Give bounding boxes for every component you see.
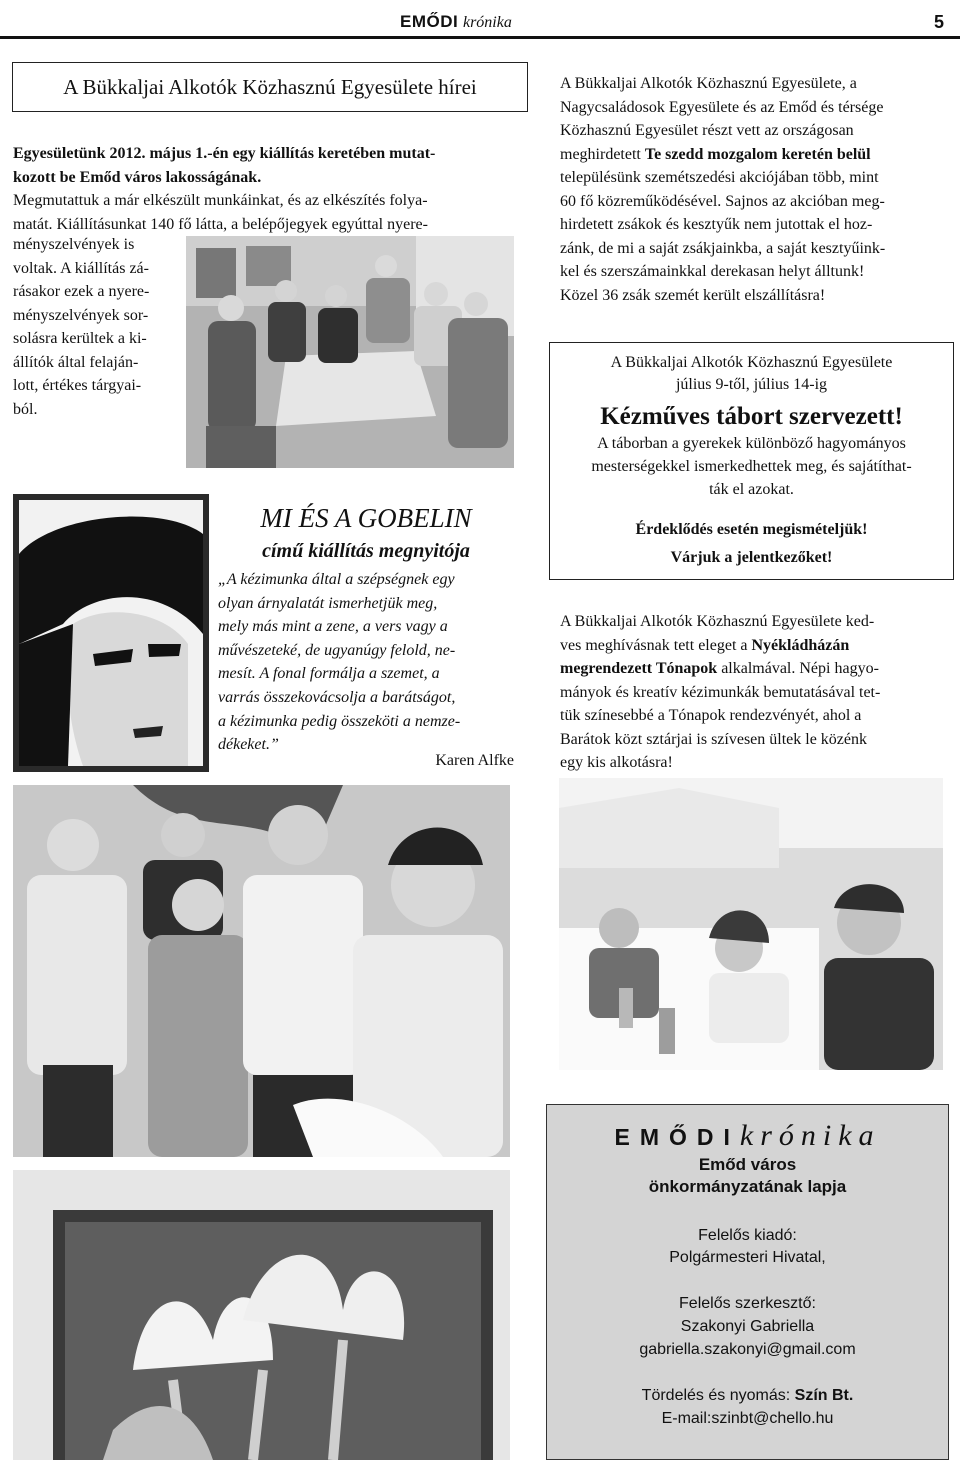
news-title-box — [12, 62, 528, 112]
print-label: Tördelés és nyomás: — [641, 1387, 791, 1404]
masthead-box — [546, 1104, 949, 1460]
tonapok-line: tük színesebbé a Tónapok rendezvényét, ahol a — [560, 707, 862, 724]
cleanup-line: településünk szemétszedési akciójában több, mint — [560, 169, 879, 186]
camp-photo — [559, 778, 943, 1070]
tonapok-line — [560, 634, 948, 658]
camp-box — [549, 342, 954, 580]
cleanup-line: kel és szerszámainkkal derekasan helyt álltunk! — [560, 263, 865, 280]
running-title — [400, 12, 512, 32]
camp-headline: Kézműves tábort szervezett! — [600, 403, 903, 430]
tonapok-text: alkalmával. Népi hagyo- — [721, 660, 879, 677]
quote-line: mesít. A fonal formálja a szemet, a — [218, 665, 440, 683]
gobelin-quote — [218, 568, 516, 757]
masthead-logo-sub: krónika — [739, 1119, 881, 1152]
camp-body — [550, 432, 953, 501]
print-email: E-mail:szinbt@chello.hu — [661, 1410, 834, 1427]
camp-body-line: ták el azokat. — [709, 481, 794, 498]
news-lead-line: Megmutattuk a már elkészült munkáinkat, és az elkészítés folya- — [13, 192, 428, 209]
camp-body-line: mesterségekkel ismerkedhettek meg, és sajátíthat- — [591, 458, 912, 475]
running-brand-suffix: krónika — [462, 14, 512, 31]
cleanup-line: zánk, de mi a saját zsákjainkba, a saját kesztyűink- — [560, 239, 886, 257]
print-line — [547, 1387, 948, 1405]
tonapok-text: ves meghívásnak tett eleget a — [560, 636, 748, 654]
quote-line: a kézimunka pedig összeköti a nemze- — [218, 712, 461, 730]
news-lead — [13, 142, 529, 236]
quote-line: „A kézimunka által a szépségnek egy — [218, 571, 455, 588]
quote-line: varrás összekovácsolja a barátságot, — [218, 688, 456, 706]
masthead-logo-main: EMŐDI — [614, 1124, 740, 1150]
cleanup-line-part: meghirdetett — [560, 145, 641, 163]
quote-line: olyan árnyalatát ismerhetjük meg, — [218, 594, 438, 612]
news-cont-line: ból. — [13, 400, 38, 418]
running-header — [0, 0, 960, 40]
gobelin-author: Karen Alfke — [435, 752, 514, 769]
tonapok-line: Barátok közt sztárjai is szívesen ültek le közénk — [560, 730, 868, 748]
news-cont-line: lott, értékes tárgyai- — [13, 377, 142, 394]
cleanup-line: Nagycsaládosok Egyesülete és az Emőd és térsége — [560, 98, 884, 116]
tulip-gobelin-photo — [13, 1170, 510, 1460]
camp-dates: július 9-től, július 14-ig — [675, 376, 828, 393]
gobelin-title: MI ÉS A GOBELIN — [260, 503, 472, 533]
camp-cta-2: Várjuk a jelentkezőket! — [670, 549, 833, 566]
quote-line: művészeteké, de ugyanúgy felold, ne- — [218, 641, 456, 659]
news-title: A Bükkaljai Alkotók Közhasznú Egyesülete hírei — [63, 75, 477, 99]
news-lead-line: matát. Kiállításunkat 140 fő látta, a belépőjegyek egyúttal nyere- — [13, 215, 428, 233]
cleanup-line: 60 fő közreműködésével. Sajnos az akcióban meg- — [560, 192, 885, 210]
tonapok-article — [560, 610, 948, 775]
news-lead-line: Egyesületünk 2012. május 1.-én egy kiállítás keretében mutat- — [13, 145, 436, 162]
quote-line: mely más mint a zene, a vers vagy a — [218, 618, 448, 636]
masthead-sub-1: Emőd város — [698, 1155, 797, 1174]
news-cont-line: voltak. A kiállítás zá- — [13, 259, 149, 277]
tonapok-place: Nyékládházán — [751, 636, 850, 654]
cleanup-line: Közel 36 zsák szemét került elszállításra! — [560, 286, 826, 304]
editor-name: Szakonyi Gabriella — [680, 1318, 815, 1335]
news-continued — [13, 233, 173, 421]
news-lead-line: kozott be Emőd város lakosságának. — [13, 168, 262, 186]
camp-organizer: A Bükkaljai Alkotók Közhasznú Egyesülete — [610, 354, 893, 371]
header-rule — [0, 36, 960, 39]
print-value: Szín Bt. — [794, 1387, 854, 1404]
gobelin-portrait-photo — [13, 494, 209, 772]
tonapok-line: mányok és kreatív kézimunkák bemutatásával tet- — [560, 683, 881, 701]
editor-email: gabriella.szakonyi@gmail.com — [639, 1341, 856, 1358]
quote-line: dékeket.” — [218, 736, 279, 754]
cleanup-line — [560, 143, 948, 167]
news-cont-line: solásra kerültek a ki- — [13, 330, 147, 347]
publisher-name: Polgármesteri Hivatal, — [669, 1249, 826, 1266]
tonapok-event: megrendezett Tónapok — [560, 660, 718, 677]
editor-label: Felelős szerkesztő: — [679, 1295, 816, 1312]
news-cont-line: ményszelvények is — [13, 236, 135, 253]
masthead-logo — [547, 1119, 948, 1153]
group-photo — [186, 236, 514, 468]
cleanup-article — [560, 72, 948, 307]
page-number: 5 — [934, 12, 945, 32]
publisher-label: Felelős kiadó: — [698, 1227, 797, 1244]
masthead-sub-2: önkormányzatának lapja — [648, 1177, 847, 1196]
tonapok-line: egy kis alkotásra! — [560, 754, 673, 771]
cleanup-line: hirdetett zsákok és kesztyűk nem jutottak el hoz- — [560, 216, 873, 233]
camp-cta-1: Érdeklődés esetén megismételjük! — [635, 521, 868, 538]
tonapok-line: A Bükkaljai Alkotók Közhasznú Egyesülete ked- — [560, 613, 875, 630]
running-brand: EMŐDI — [400, 12, 459, 31]
news-cont-line: rásakor ezek a nyere- — [13, 283, 150, 300]
opening-photo — [13, 785, 510, 1157]
cleanup-line: Közhasznú Egyesület részt vett az országosan — [560, 122, 854, 139]
cleanup-line: A Bükkaljai Alkotók Közhasznú Egyesülete, a — [560, 75, 857, 92]
news-cont-line: állítók által felaján- — [13, 353, 139, 371]
gobelin-subtitle: című kiállítás megnyitója — [262, 540, 470, 562]
tonapok-line — [560, 657, 948, 681]
news-cont-line: ményszelvények sor- — [13, 306, 149, 324]
cleanup-highlight: Te szedd mozgalom keretén belül — [644, 145, 871, 163]
camp-body-line: A táborban a gyerekek különböző hagyományos — [597, 435, 906, 452]
